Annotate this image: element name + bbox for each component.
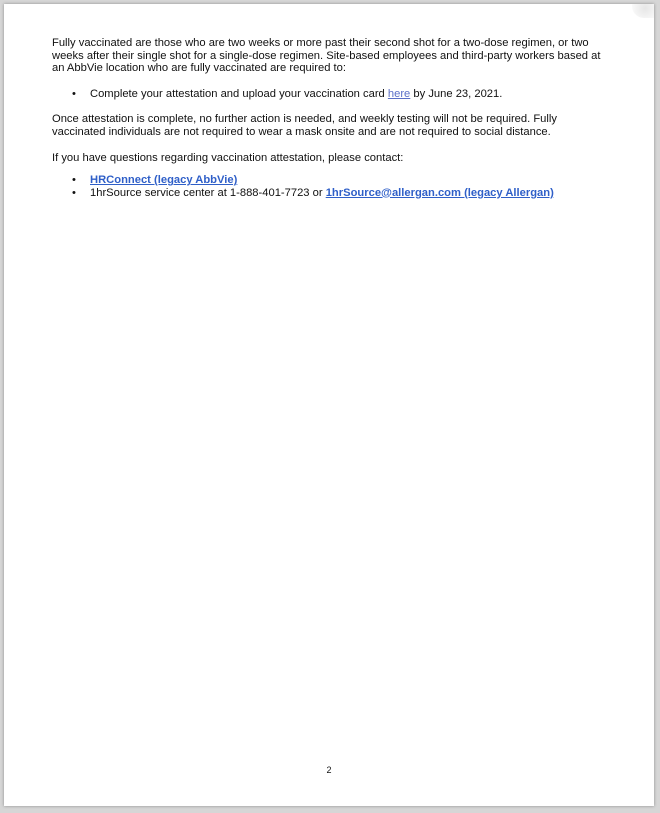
- contacts-list: [52, 174, 612, 199]
- after-attestation-paragraph: Once attestation is complete, no further action is needed, and weekly testing will not be required. Fully vaccinated individuals are not required to wear a mask onsite and are not required to social distance.: [52, 113, 557, 138]
- attestation-here-link[interactable]: here: [387, 87, 411, 100]
- page-content: [52, 37, 612, 199]
- requirements-list: [52, 88, 612, 101]
- questions-paragraph: If you have questions regarding vaccination attestation, please contact:: [52, 151, 404, 164]
- list-item: [52, 187, 612, 200]
- hrconnect-link[interactable]: HRConnect (legacy AbbVie): [90, 174, 238, 187]
- bullet-icon: •: [72, 174, 76, 187]
- requirement-text: Complete your attestation and upload your vaccination card: [90, 87, 388, 100]
- requirement-deadline-text: by June 23, 2021.: [410, 87, 503, 100]
- page-corner-shadow: [632, 4, 654, 18]
- bullet-icon: •: [72, 186, 76, 199]
- bullet-icon: •: [72, 87, 76, 100]
- page-number: 2: [326, 765, 332, 775]
- document-page: [4, 4, 654, 806]
- list-item: [52, 174, 612, 187]
- list-item: [52, 88, 612, 101]
- allergan-email-link[interactable]: 1hrSource@allergan.com (legacy Allergan): [325, 186, 554, 199]
- service-center-text: 1hrSource service center at 1-888-401-7723 or: [90, 186, 326, 199]
- intro-paragraph: Fully vaccinated are those who are two weeks or more past their second shot for a two-dose regimen, or two weeks after their single shot for a single-dose regimen. Site-based employees and third-party workers based at an AbbVie location who are fully vaccinated are required to:: [52, 37, 601, 75]
